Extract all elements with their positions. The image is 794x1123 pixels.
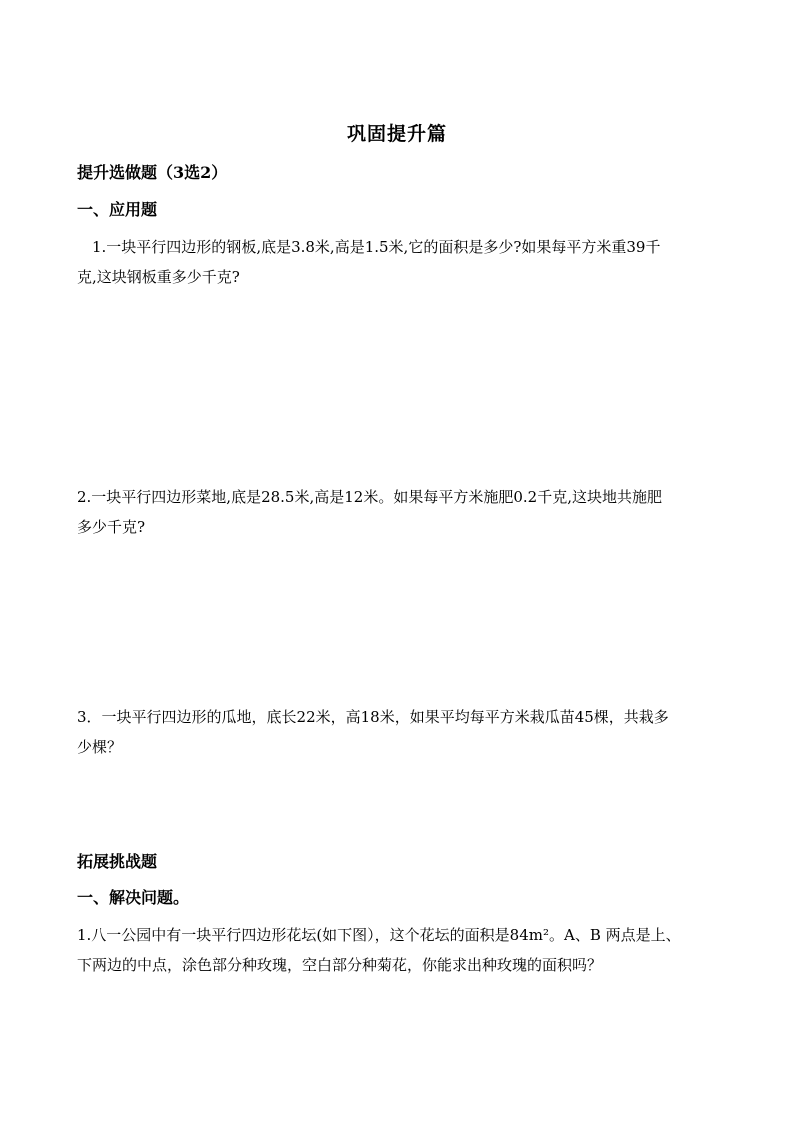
question-3 <box>77 702 719 762</box>
challenge-question-1 <box>77 920 719 980</box>
section-heading-advanced: 提升选做题（3选2） <box>77 163 228 182</box>
section-heading-challenge: 拓展挑战题 <box>77 852 158 871</box>
question-3-line-1: 3．一块平行四边形的瓜地，底长22米，高18米，如果平均每平方米栽瓜苗45棵，共栽多 <box>77 708 669 726</box>
page-title: 巩固提升篇 <box>346 123 447 145</box>
subheading-solve-problems: 一、解决问题。 <box>77 888 190 907</box>
challenge-question-1-line-1: 1.八一公园中有一块平行四边形花坛(如下图），这个花坛的面积是84m²。A、B 两点是上、 <box>77 926 681 944</box>
question-2-line-1: 2.一块平行四边形菜地,底是28.5米,高是12米。如果每平方米施肥0.2千克,这块地共施肥 <box>77 488 662 506</box>
question-3-line-2: 少棵？ <box>77 738 123 756</box>
subheading-application-problems: 一、应用题 <box>77 200 158 219</box>
question-2-line-2: 多少千克? <box>77 518 146 536</box>
question-1-line-2: 克,这块钢板重多少千克? <box>77 268 240 286</box>
question-1-line-1: 1.一块平行四边形的钢板,底是3.8米,高是1.5米,它的面积是多少?如果每平方米重39千 <box>77 238 661 256</box>
question-2 <box>77 482 719 542</box>
challenge-question-1-line-2: 下两边的中点，涂色部分种玫瑰，空白部分种菊花，你能求出种玫瑰的面积吗？ <box>77 956 603 974</box>
question-1 <box>77 232 719 292</box>
